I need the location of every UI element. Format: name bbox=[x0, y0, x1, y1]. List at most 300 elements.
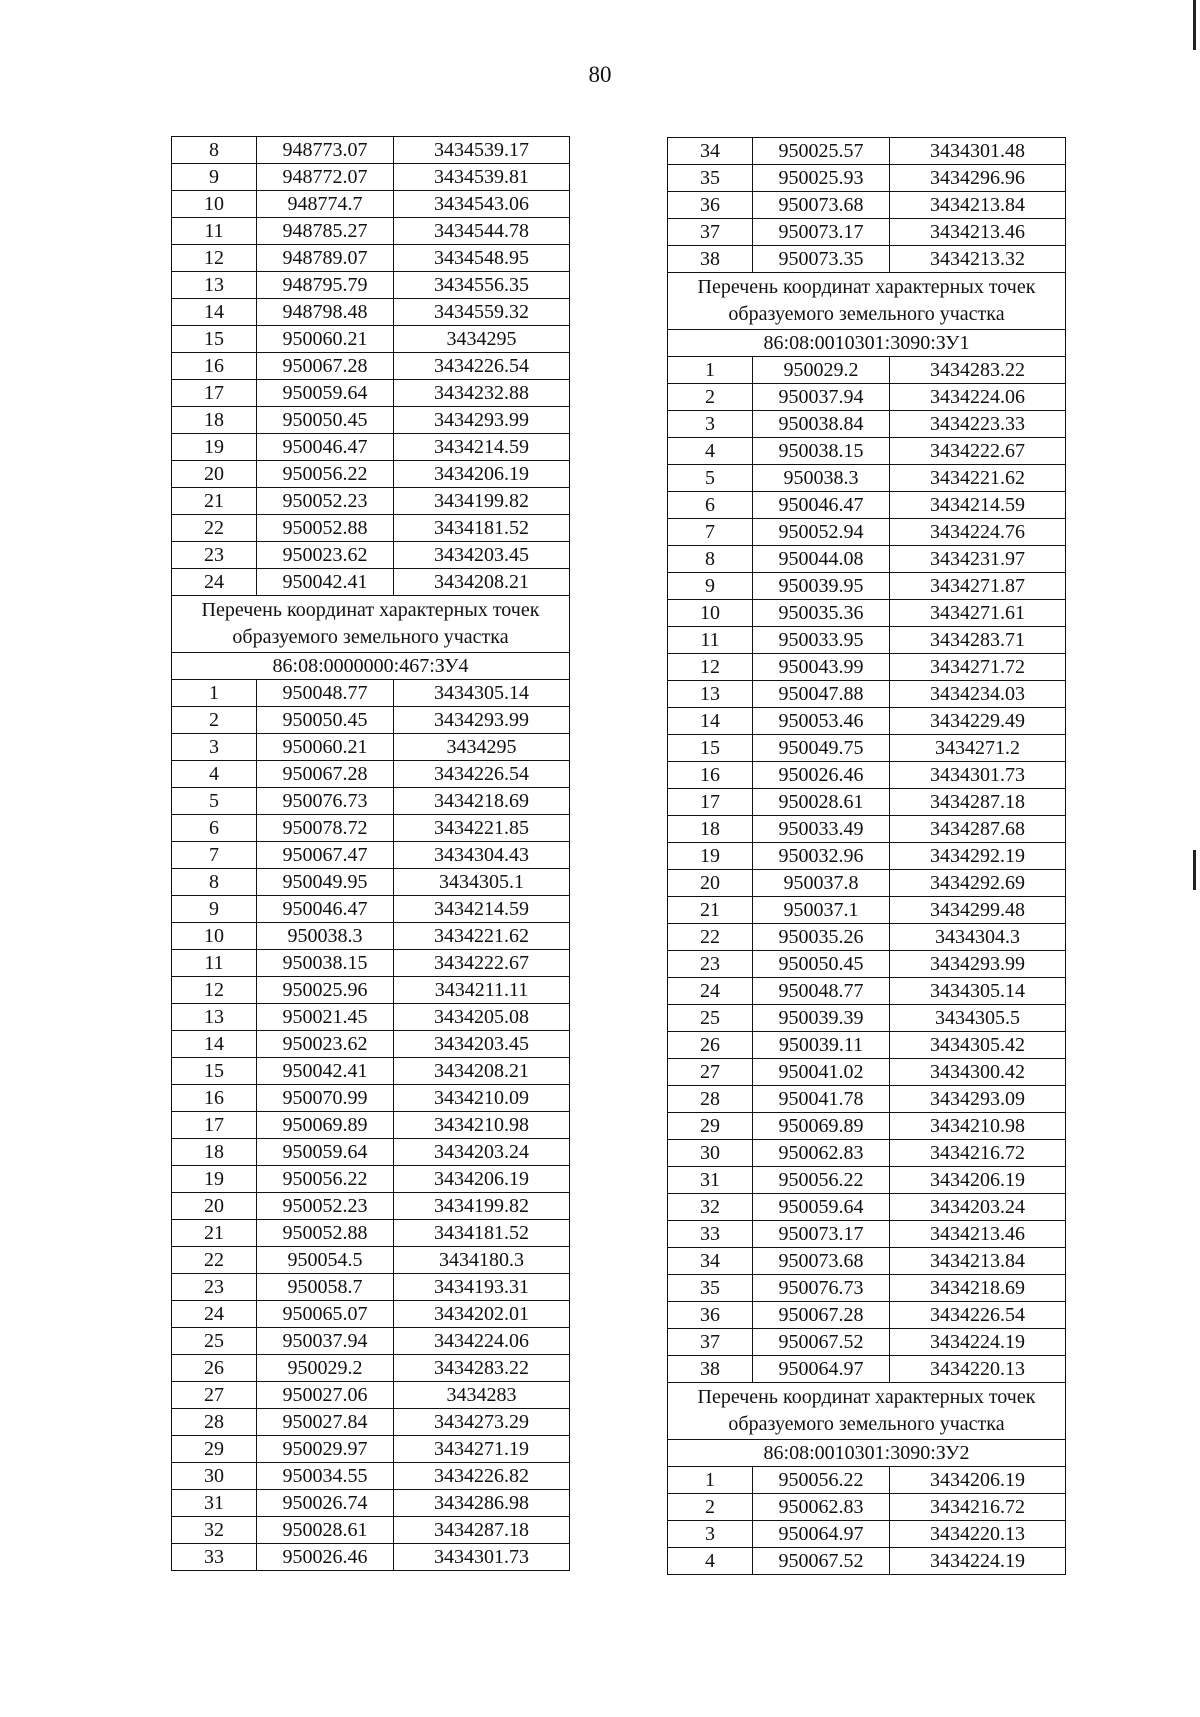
section-heading: Перечень координат характерных точек образуемого земельного участка bbox=[668, 273, 1066, 330]
x-coordinate-cell: 950027.84 bbox=[257, 1409, 394, 1436]
coordinate-row bbox=[172, 1193, 570, 1220]
coordinate-row bbox=[172, 1058, 570, 1085]
y-coordinate-cell: 3434221.85 bbox=[394, 815, 570, 842]
x-coordinate-cell: 950050.45 bbox=[753, 951, 890, 978]
x-coordinate-cell: 950037.94 bbox=[257, 1328, 394, 1355]
y-coordinate-cell: 3434305.14 bbox=[394, 680, 570, 707]
point-number-cell: 15 bbox=[172, 1058, 257, 1085]
coordinate-row bbox=[668, 816, 1066, 843]
coordinate-row bbox=[172, 815, 570, 842]
y-coordinate-cell: 3434300.42 bbox=[890, 1059, 1066, 1086]
y-coordinate-cell: 3434559.32 bbox=[394, 299, 570, 326]
x-coordinate-cell: 950047.88 bbox=[753, 681, 890, 708]
coordinate-row bbox=[172, 1139, 570, 1166]
y-coordinate-cell: 3434226.54 bbox=[394, 353, 570, 380]
point-number-cell: 28 bbox=[668, 1086, 753, 1113]
coordinate-row bbox=[172, 761, 570, 788]
x-coordinate-cell: 950053.46 bbox=[753, 708, 890, 735]
coordinate-row bbox=[668, 627, 1066, 654]
point-number-cell: 1 bbox=[668, 1467, 753, 1494]
point-number-cell: 22 bbox=[172, 515, 257, 542]
coordinate-row bbox=[172, 1490, 570, 1517]
y-coordinate-cell: 3434271.61 bbox=[890, 600, 1066, 627]
point-number-cell: 18 bbox=[172, 407, 257, 434]
x-coordinate-cell: 950033.95 bbox=[753, 627, 890, 654]
point-number-cell: 26 bbox=[172, 1355, 257, 1382]
y-coordinate-cell: 3434205.08 bbox=[394, 1004, 570, 1031]
y-coordinate-cell: 3434216.72 bbox=[890, 1140, 1066, 1167]
x-coordinate-cell: 950059.64 bbox=[257, 1139, 394, 1166]
x-coordinate-cell: 950067.28 bbox=[257, 353, 394, 380]
x-coordinate-cell: 950025.57 bbox=[753, 138, 890, 165]
y-coordinate-cell: 3434283 bbox=[394, 1382, 570, 1409]
point-number-cell: 25 bbox=[172, 1328, 257, 1355]
coordinate-row bbox=[172, 1436, 570, 1463]
x-coordinate-cell: 950069.89 bbox=[257, 1112, 394, 1139]
coordinate-row bbox=[172, 1301, 570, 1328]
x-coordinate-cell: 950033.49 bbox=[753, 816, 890, 843]
coordinate-row bbox=[172, 1112, 570, 1139]
x-coordinate-cell: 950046.47 bbox=[257, 434, 394, 461]
y-coordinate-cell: 3434214.59 bbox=[394, 434, 570, 461]
coordinate-row bbox=[668, 1248, 1066, 1275]
coordinate-row bbox=[668, 654, 1066, 681]
x-coordinate-cell: 950021.45 bbox=[257, 1004, 394, 1031]
point-number-cell: 2 bbox=[668, 1494, 753, 1521]
x-coordinate-cell: 950037.8 bbox=[753, 870, 890, 897]
coordinate-row bbox=[172, 1409, 570, 1436]
coordinate-row bbox=[668, 789, 1066, 816]
scan-edge-mark bbox=[1193, 850, 1196, 890]
x-coordinate-cell: 950067.52 bbox=[753, 1329, 890, 1356]
x-coordinate-cell: 950025.93 bbox=[753, 165, 890, 192]
point-number-cell: 16 bbox=[668, 762, 753, 789]
point-number-cell: 10 bbox=[668, 600, 753, 627]
y-coordinate-cell: 3434273.29 bbox=[394, 1409, 570, 1436]
y-coordinate-cell: 3434222.67 bbox=[394, 950, 570, 977]
point-number-cell: 17 bbox=[172, 380, 257, 407]
coordinate-row bbox=[172, 1328, 570, 1355]
section-heading-row bbox=[668, 1383, 1066, 1440]
y-coordinate-cell: 3434222.67 bbox=[890, 438, 1066, 465]
point-number-cell: 9 bbox=[172, 164, 257, 191]
coordinate-row bbox=[172, 407, 570, 434]
y-coordinate-cell: 3434271.19 bbox=[394, 1436, 570, 1463]
point-number-cell: 35 bbox=[668, 1275, 753, 1302]
y-coordinate-cell: 3434214.59 bbox=[890, 492, 1066, 519]
y-coordinate-cell: 3434203.24 bbox=[890, 1194, 1066, 1221]
y-coordinate-cell: 3434210.98 bbox=[890, 1113, 1066, 1140]
point-number-cell: 23 bbox=[668, 951, 753, 978]
point-number-cell: 21 bbox=[668, 897, 753, 924]
point-number-cell: 35 bbox=[668, 165, 753, 192]
y-coordinate-cell: 3434296.96 bbox=[890, 165, 1066, 192]
coordinate-row bbox=[668, 1167, 1066, 1194]
y-coordinate-cell: 3434224.76 bbox=[890, 519, 1066, 546]
coordinate-row bbox=[668, 1302, 1066, 1329]
x-coordinate-cell: 948795.79 bbox=[257, 272, 394, 299]
x-coordinate-cell: 950039.39 bbox=[753, 1005, 890, 1032]
y-coordinate-cell: 3434181.52 bbox=[394, 1220, 570, 1247]
x-coordinate-cell: 950037.1 bbox=[753, 897, 890, 924]
left-coordinates-column bbox=[171, 136, 568, 1571]
point-number-cell: 18 bbox=[668, 816, 753, 843]
y-coordinate-cell: 3434283.22 bbox=[890, 357, 1066, 384]
point-number-cell: 31 bbox=[668, 1167, 753, 1194]
x-coordinate-cell: 948772.07 bbox=[257, 164, 394, 191]
page-number: 80 bbox=[588, 62, 612, 87]
coordinate-row bbox=[668, 600, 1066, 627]
coordinate-row bbox=[668, 573, 1066, 600]
y-coordinate-cell: 3434292.19 bbox=[890, 843, 1066, 870]
coordinate-row bbox=[172, 1544, 570, 1571]
y-coordinate-cell: 3434301.48 bbox=[890, 138, 1066, 165]
coordinate-row bbox=[172, 191, 570, 218]
point-number-cell: 22 bbox=[668, 924, 753, 951]
x-coordinate-cell: 950058.7 bbox=[257, 1274, 394, 1301]
y-coordinate-cell: 3434287.18 bbox=[394, 1517, 570, 1544]
point-number-cell: 16 bbox=[172, 353, 257, 380]
point-number-cell: 6 bbox=[172, 815, 257, 842]
coordinate-row bbox=[668, 1467, 1066, 1494]
coordinate-row bbox=[668, 762, 1066, 789]
coordinate-row bbox=[668, 438, 1066, 465]
x-coordinate-cell: 950028.61 bbox=[753, 789, 890, 816]
point-number-cell: 20 bbox=[172, 1193, 257, 1220]
coordinate-row bbox=[668, 1221, 1066, 1248]
x-coordinate-cell: 950052.23 bbox=[257, 1193, 394, 1220]
x-coordinate-cell: 950078.72 bbox=[257, 815, 394, 842]
point-number-cell: 5 bbox=[668, 465, 753, 492]
coordinate-row bbox=[172, 1166, 570, 1193]
coordinate-row bbox=[668, 1521, 1066, 1548]
x-coordinate-cell: 950038.15 bbox=[257, 950, 394, 977]
y-coordinate-cell: 3434210.09 bbox=[394, 1085, 570, 1112]
x-coordinate-cell: 950027.06 bbox=[257, 1382, 394, 1409]
x-coordinate-cell: 950049.95 bbox=[257, 869, 394, 896]
y-coordinate-cell: 3434231.97 bbox=[890, 546, 1066, 573]
x-coordinate-cell: 948785.27 bbox=[257, 218, 394, 245]
coordinate-row bbox=[668, 1086, 1066, 1113]
x-coordinate-cell: 950073.68 bbox=[753, 1248, 890, 1275]
point-number-cell: 28 bbox=[172, 1409, 257, 1436]
x-coordinate-cell: 950049.75 bbox=[753, 735, 890, 762]
point-number-cell: 14 bbox=[668, 708, 753, 735]
x-coordinate-cell: 950042.41 bbox=[257, 569, 394, 596]
y-coordinate-cell: 3434206.19 bbox=[394, 1166, 570, 1193]
point-number-cell: 3 bbox=[668, 411, 753, 438]
point-number-cell: 1 bbox=[668, 357, 753, 384]
x-coordinate-cell: 950028.61 bbox=[257, 1517, 394, 1544]
coordinate-row bbox=[172, 977, 570, 1004]
parcel-cadastral-number: 86:08:0000000:467:ЗУ4 bbox=[172, 653, 570, 680]
coordinate-row bbox=[172, 353, 570, 380]
point-number-cell: 20 bbox=[172, 461, 257, 488]
coordinate-row bbox=[172, 1085, 570, 1112]
x-coordinate-cell: 950060.21 bbox=[257, 734, 394, 761]
section-heading: Перечень координат характерных точек образуемого земельного участка bbox=[668, 1383, 1066, 1440]
x-coordinate-cell: 950035.26 bbox=[753, 924, 890, 951]
coordinate-row bbox=[172, 680, 570, 707]
right-coordinates-table bbox=[667, 137, 1066, 1575]
coordinate-row bbox=[172, 299, 570, 326]
y-coordinate-cell: 3434203.45 bbox=[394, 542, 570, 569]
coordinate-row bbox=[668, 1113, 1066, 1140]
point-number-cell: 33 bbox=[172, 1544, 257, 1571]
coordinate-row bbox=[668, 357, 1066, 384]
coordinate-row bbox=[668, 1194, 1066, 1221]
coordinate-row bbox=[668, 708, 1066, 735]
x-coordinate-cell: 950039.95 bbox=[753, 573, 890, 600]
x-coordinate-cell: 950067.52 bbox=[753, 1548, 890, 1575]
coordinate-row bbox=[172, 461, 570, 488]
coordinate-row bbox=[172, 1031, 570, 1058]
x-coordinate-cell: 950038.15 bbox=[753, 438, 890, 465]
x-coordinate-cell: 950041.02 bbox=[753, 1059, 890, 1086]
coordinate-row bbox=[668, 897, 1066, 924]
x-coordinate-cell: 950026.46 bbox=[257, 1544, 394, 1571]
point-number-cell: 3 bbox=[172, 734, 257, 761]
point-number-cell: 6 bbox=[668, 492, 753, 519]
coordinate-row bbox=[172, 842, 570, 869]
y-coordinate-cell: 3434287.18 bbox=[890, 789, 1066, 816]
x-coordinate-cell: 950032.96 bbox=[753, 843, 890, 870]
section-heading-row bbox=[172, 596, 570, 653]
y-coordinate-cell: 3434271.2 bbox=[890, 735, 1066, 762]
x-coordinate-cell: 950044.08 bbox=[753, 546, 890, 573]
x-coordinate-cell: 950043.99 bbox=[753, 654, 890, 681]
y-coordinate-cell: 3434293.09 bbox=[890, 1086, 1066, 1113]
y-coordinate-cell: 3434539.81 bbox=[394, 164, 570, 191]
x-coordinate-cell: 950026.46 bbox=[753, 762, 890, 789]
coordinate-row bbox=[668, 978, 1066, 1005]
y-coordinate-cell: 3434293.99 bbox=[890, 951, 1066, 978]
point-number-cell: 22 bbox=[172, 1247, 257, 1274]
coordinate-row bbox=[668, 1005, 1066, 1032]
coordinate-row bbox=[668, 492, 1066, 519]
parcel-cadastral-number: 86:08:0010301:3090:ЗУ2 bbox=[668, 1440, 1066, 1467]
point-number-cell: 17 bbox=[668, 789, 753, 816]
point-number-cell: 11 bbox=[172, 218, 257, 245]
x-coordinate-cell: 950062.83 bbox=[753, 1494, 890, 1521]
point-number-cell: 12 bbox=[172, 977, 257, 1004]
coordinate-row bbox=[668, 465, 1066, 492]
point-number-cell: 1 bbox=[172, 680, 257, 707]
coordinate-row bbox=[172, 164, 570, 191]
point-number-cell: 10 bbox=[172, 191, 257, 218]
x-coordinate-cell: 950073.17 bbox=[753, 1221, 890, 1248]
y-coordinate-cell: 3434221.62 bbox=[394, 923, 570, 950]
x-coordinate-cell: 950037.94 bbox=[753, 384, 890, 411]
point-number-cell: 13 bbox=[172, 1004, 257, 1031]
y-coordinate-cell: 3434208.21 bbox=[394, 569, 570, 596]
x-coordinate-cell: 950056.22 bbox=[257, 1166, 394, 1193]
y-coordinate-cell: 3434293.99 bbox=[394, 707, 570, 734]
y-coordinate-cell: 3434301.73 bbox=[890, 762, 1066, 789]
parcel-id-row bbox=[668, 1440, 1066, 1467]
x-coordinate-cell: 950029.2 bbox=[257, 1355, 394, 1382]
x-coordinate-cell: 950023.62 bbox=[257, 1031, 394, 1058]
x-coordinate-cell: 950041.78 bbox=[753, 1086, 890, 1113]
point-number-cell: 8 bbox=[172, 137, 257, 164]
point-number-cell: 11 bbox=[172, 950, 257, 977]
y-coordinate-cell: 3434213.84 bbox=[890, 1248, 1066, 1275]
point-number-cell: 13 bbox=[172, 272, 257, 299]
point-number-cell: 27 bbox=[172, 1382, 257, 1409]
point-number-cell: 24 bbox=[172, 569, 257, 596]
coordinate-row bbox=[172, 1247, 570, 1274]
y-coordinate-cell: 3434203.45 bbox=[394, 1031, 570, 1058]
coordinate-row bbox=[172, 1274, 570, 1301]
y-coordinate-cell: 3434210.98 bbox=[394, 1112, 570, 1139]
coordinate-row bbox=[668, 1032, 1066, 1059]
x-coordinate-cell: 948773.07 bbox=[257, 137, 394, 164]
y-coordinate-cell: 3434304.43 bbox=[394, 842, 570, 869]
y-coordinate-cell: 3434293.99 bbox=[394, 407, 570, 434]
point-number-cell: 24 bbox=[668, 978, 753, 1005]
y-coordinate-cell: 3434548.95 bbox=[394, 245, 570, 272]
coordinate-row bbox=[668, 384, 1066, 411]
point-number-cell: 15 bbox=[668, 735, 753, 762]
x-coordinate-cell: 950056.22 bbox=[753, 1167, 890, 1194]
y-coordinate-cell: 3434213.84 bbox=[890, 192, 1066, 219]
point-number-cell: 3 bbox=[668, 1521, 753, 1548]
section-heading: Перечень координат характерных точек образуемого земельного участка bbox=[172, 596, 570, 653]
x-coordinate-cell: 950042.41 bbox=[257, 1058, 394, 1085]
y-coordinate-cell: 3434299.48 bbox=[890, 897, 1066, 924]
x-coordinate-cell: 950048.77 bbox=[257, 680, 394, 707]
coordinate-row bbox=[172, 1463, 570, 1490]
x-coordinate-cell: 950073.17 bbox=[753, 219, 890, 246]
point-number-cell: 4 bbox=[172, 761, 257, 788]
y-coordinate-cell: 3434304.3 bbox=[890, 924, 1066, 951]
y-coordinate-cell: 3434271.87 bbox=[890, 573, 1066, 600]
coordinate-row bbox=[172, 326, 570, 353]
x-coordinate-cell: 950064.97 bbox=[753, 1521, 890, 1548]
coordinate-row bbox=[172, 896, 570, 923]
x-coordinate-cell: 950076.73 bbox=[257, 788, 394, 815]
point-number-cell: 12 bbox=[668, 654, 753, 681]
x-coordinate-cell: 950048.77 bbox=[753, 978, 890, 1005]
coordinate-row bbox=[668, 843, 1066, 870]
point-number-cell: 29 bbox=[172, 1436, 257, 1463]
x-coordinate-cell: 950026.74 bbox=[257, 1490, 394, 1517]
x-coordinate-cell: 950052.88 bbox=[257, 1220, 394, 1247]
point-number-cell: 19 bbox=[172, 434, 257, 461]
y-coordinate-cell: 3434211.11 bbox=[394, 977, 570, 1004]
coordinate-row bbox=[668, 951, 1066, 978]
point-number-cell: 21 bbox=[172, 1220, 257, 1247]
point-number-cell: 33 bbox=[668, 1221, 753, 1248]
point-number-cell: 12 bbox=[172, 245, 257, 272]
point-number-cell: 30 bbox=[172, 1463, 257, 1490]
point-number-cell: 27 bbox=[668, 1059, 753, 1086]
coordinate-row bbox=[172, 380, 570, 407]
y-coordinate-cell: 3434199.82 bbox=[394, 1193, 570, 1220]
y-coordinate-cell: 3434305.1 bbox=[394, 869, 570, 896]
point-number-cell: 13 bbox=[668, 681, 753, 708]
y-coordinate-cell: 3434199.82 bbox=[394, 488, 570, 515]
parcel-cadastral-number: 86:08:0010301:3090:ЗУ1 bbox=[668, 330, 1066, 357]
point-number-cell: 9 bbox=[172, 896, 257, 923]
point-number-cell: 4 bbox=[668, 438, 753, 465]
x-coordinate-cell: 948798.48 bbox=[257, 299, 394, 326]
coordinate-row bbox=[668, 1275, 1066, 1302]
point-number-cell: 38 bbox=[668, 246, 753, 273]
x-coordinate-cell: 950039.11 bbox=[753, 1032, 890, 1059]
y-coordinate-cell: 3434283.71 bbox=[890, 627, 1066, 654]
point-number-cell: 37 bbox=[668, 219, 753, 246]
right-coordinates-column bbox=[667, 137, 1064, 1575]
point-number-cell: 8 bbox=[172, 869, 257, 896]
point-number-cell: 19 bbox=[172, 1166, 257, 1193]
coordinate-row bbox=[172, 869, 570, 896]
coordinate-row bbox=[172, 1382, 570, 1409]
y-coordinate-cell: 3434206.19 bbox=[890, 1167, 1066, 1194]
point-number-cell: 2 bbox=[172, 707, 257, 734]
coordinate-row bbox=[668, 1494, 1066, 1521]
y-coordinate-cell: 3434208.21 bbox=[394, 1058, 570, 1085]
x-coordinate-cell: 950038.3 bbox=[257, 923, 394, 950]
x-coordinate-cell: 950056.22 bbox=[257, 461, 394, 488]
point-number-cell: 11 bbox=[668, 627, 753, 654]
y-coordinate-cell: 3434556.35 bbox=[394, 272, 570, 299]
point-number-cell: 14 bbox=[172, 299, 257, 326]
point-number-cell: 19 bbox=[668, 843, 753, 870]
coordinate-row bbox=[172, 272, 570, 299]
y-coordinate-cell: 3434218.69 bbox=[394, 788, 570, 815]
y-coordinate-cell: 3434305.5 bbox=[890, 1005, 1066, 1032]
x-coordinate-cell: 950052.94 bbox=[753, 519, 890, 546]
y-coordinate-cell: 3434224.19 bbox=[890, 1329, 1066, 1356]
point-number-cell: 32 bbox=[172, 1517, 257, 1544]
x-coordinate-cell: 950064.97 bbox=[753, 1356, 890, 1383]
coordinate-row bbox=[668, 924, 1066, 951]
y-coordinate-cell: 3434305.14 bbox=[890, 978, 1066, 1005]
x-coordinate-cell: 950023.62 bbox=[257, 542, 394, 569]
y-coordinate-cell: 3434223.33 bbox=[890, 411, 1066, 438]
y-coordinate-cell: 3434301.73 bbox=[394, 1544, 570, 1571]
point-number-cell: 7 bbox=[668, 519, 753, 546]
coordinate-row bbox=[668, 1548, 1066, 1575]
y-coordinate-cell: 3434544.78 bbox=[394, 218, 570, 245]
x-coordinate-cell: 950070.99 bbox=[257, 1085, 394, 1112]
point-number-cell: 20 bbox=[668, 870, 753, 897]
y-coordinate-cell: 3434218.69 bbox=[890, 1275, 1066, 1302]
point-number-cell: 4 bbox=[668, 1548, 753, 1575]
point-number-cell: 8 bbox=[668, 546, 753, 573]
x-coordinate-cell: 950054.5 bbox=[257, 1247, 394, 1274]
coordinate-row bbox=[172, 1355, 570, 1382]
y-coordinate-cell: 3434229.49 bbox=[890, 708, 1066, 735]
coordinate-row bbox=[668, 546, 1066, 573]
coordinate-row bbox=[172, 707, 570, 734]
point-number-cell: 36 bbox=[668, 192, 753, 219]
point-number-cell: 10 bbox=[172, 923, 257, 950]
y-coordinate-cell: 3434226.54 bbox=[394, 761, 570, 788]
coordinate-row bbox=[172, 923, 570, 950]
y-coordinate-cell: 3434224.19 bbox=[890, 1548, 1066, 1575]
y-coordinate-cell: 3434295 bbox=[394, 734, 570, 761]
x-coordinate-cell: 950056.22 bbox=[753, 1467, 890, 1494]
x-coordinate-cell: 950029.97 bbox=[257, 1436, 394, 1463]
x-coordinate-cell: 948774.7 bbox=[257, 191, 394, 218]
x-coordinate-cell: 950046.47 bbox=[257, 896, 394, 923]
y-coordinate-cell: 3434181.52 bbox=[394, 515, 570, 542]
y-coordinate-cell: 3434206.19 bbox=[394, 461, 570, 488]
point-number-cell: 32 bbox=[668, 1194, 753, 1221]
coordinate-row bbox=[172, 569, 570, 596]
